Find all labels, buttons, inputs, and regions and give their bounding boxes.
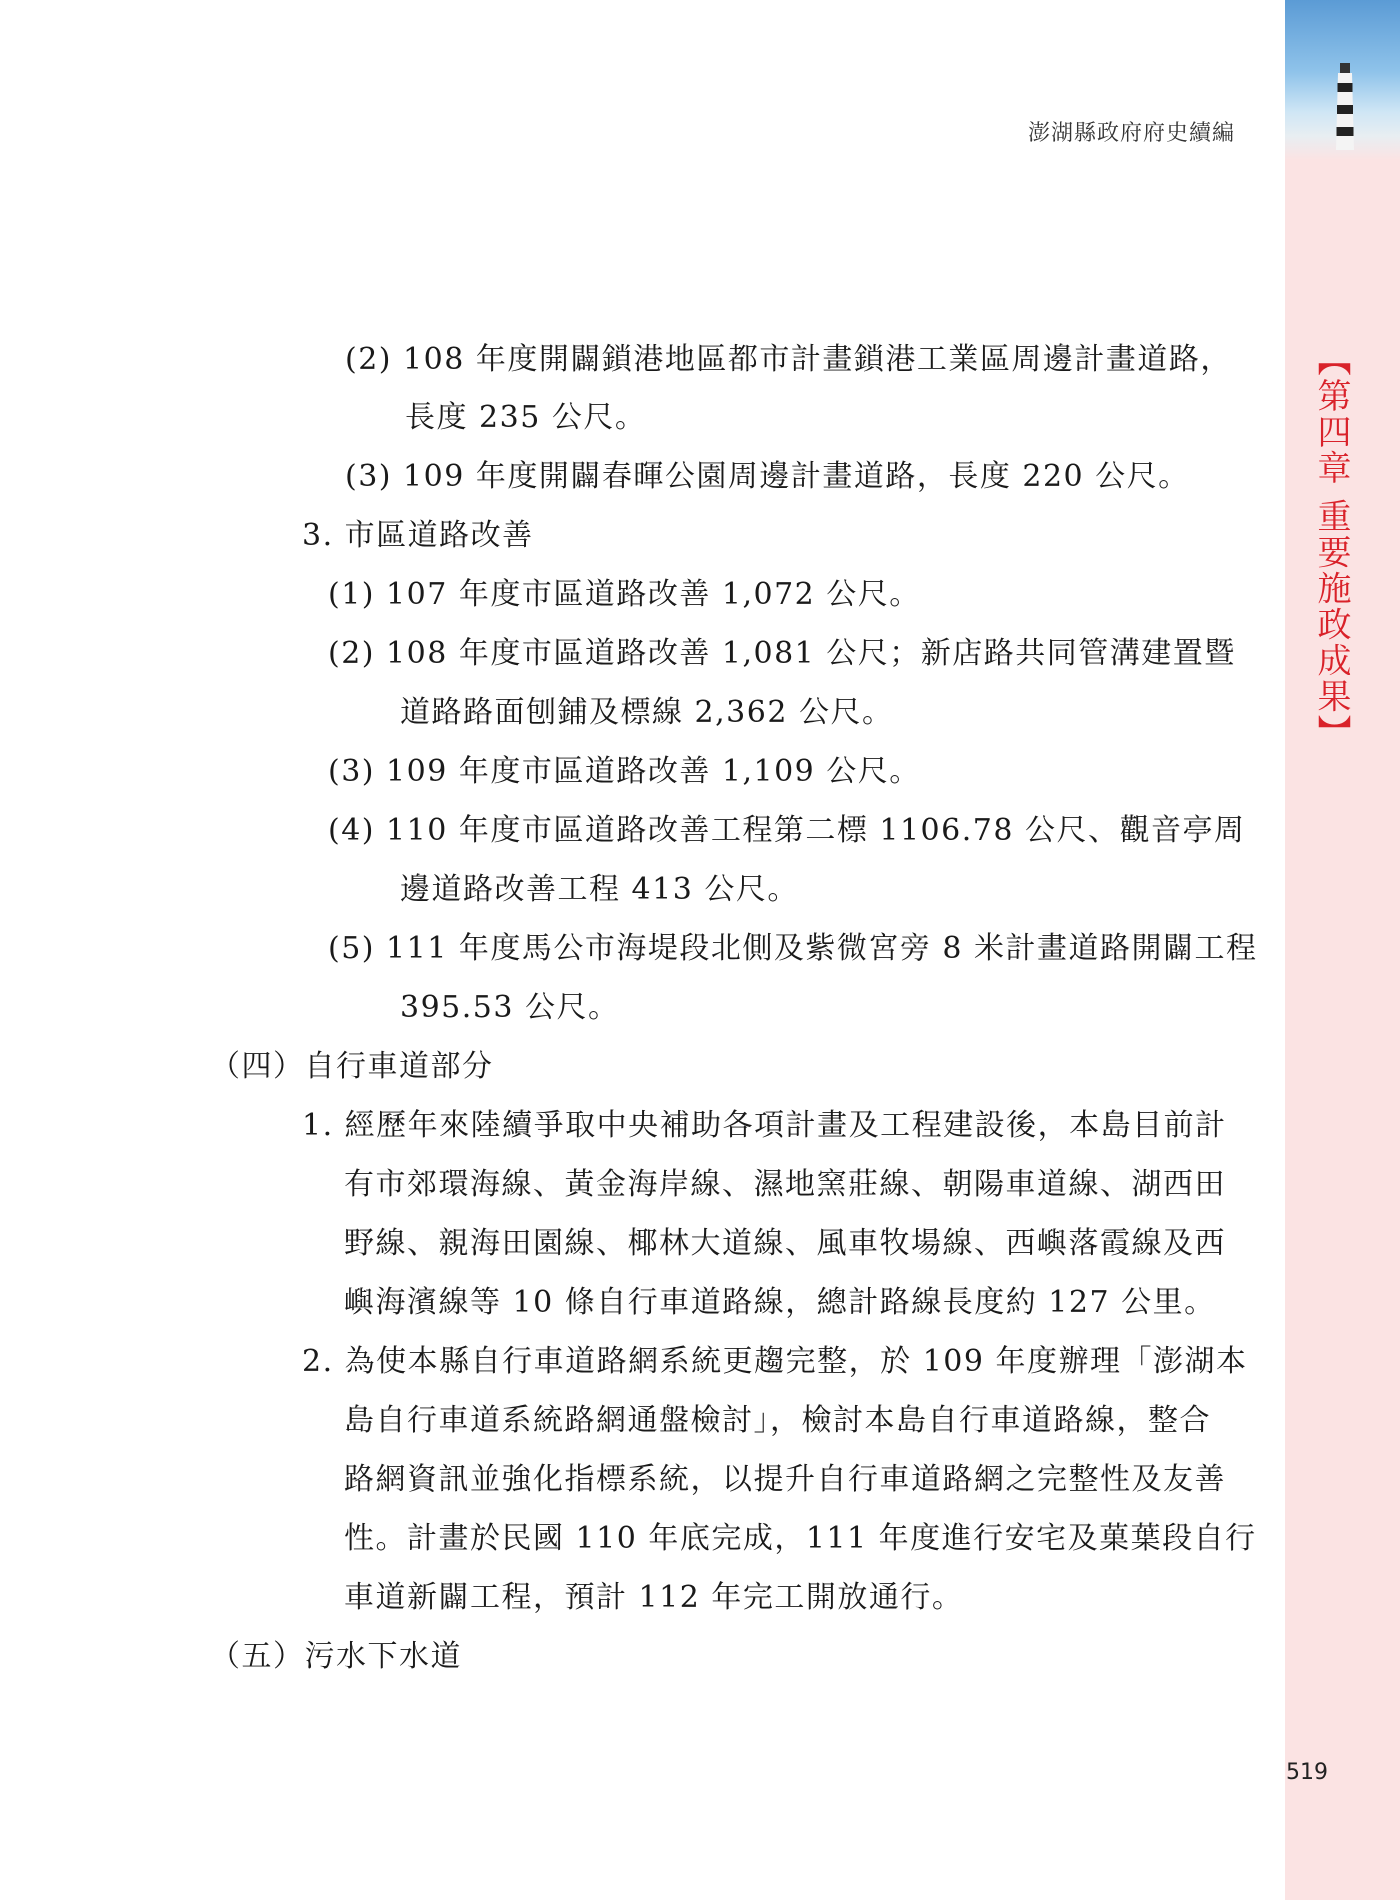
text-line: 2. 為使本縣自行車道路網系統更趨完整，於 109 年度辦理「澎湖本: [302, 1344, 1248, 1379]
text-line: 路網資訊並強化指標系統，以提升自行車道路網之完整性及友善: [344, 1462, 1226, 1497]
text-line: 嶼海濱線等 10 條自行車道路線，總計路線長度約 127 公里。: [344, 1285, 1216, 1320]
section-heading: 3. 市區道路改善: [302, 518, 534, 553]
text-line: (5) 111 年度馬公市海堤段北側及紫微宮旁 8 米計畫道路開闢工程: [328, 931, 1258, 966]
side-band: [1285, 0, 1400, 1900]
text-line: 島自行車道系統路網通盤檢討」，檢討本島自行車道路線，整合: [344, 1403, 1211, 1438]
text-line: 395.53 公尺。: [400, 990, 620, 1025]
text-line: 有市郊環海線、黃金海岸線、濕地窯莊線、朝陽車道線、湖西田: [344, 1167, 1226, 1202]
text-line: 性。計畫於民國 110 年底完成，111 年度進行安宅及菓葉段自行: [344, 1521, 1257, 1556]
text-line: 長度 235 公尺。: [405, 400, 647, 435]
text-line: (1) 107 年度市區道路改善 1,072 公尺。: [328, 577, 921, 612]
section-heading: （五）污水下水道: [210, 1639, 462, 1674]
text-line: (3) 109 年度市區道路改善 1,109 公尺。: [328, 754, 921, 789]
section-heading: （四）自行車道部分: [210, 1049, 494, 1084]
text-line: (4) 110 年度市區道路改善工程第二標 1106.78 公尺、觀音亭周: [328, 813, 1246, 848]
page-number: 519: [1286, 1760, 1328, 1785]
text-line: 1. 經歷年來陸續爭取中央補助各項計畫及工程建設後，本島目前計: [302, 1108, 1227, 1143]
text-line: (2) 108 年度開闢鎖港地區都市計畫鎖港工業區周邊計畫道路，: [345, 342, 1232, 377]
lighthouse-icon: [1330, 55, 1360, 155]
text-line: 野線、親海田園線、椰林大道線、風車牧場線、西嶼落霞線及西: [344, 1226, 1226, 1261]
lighthouse-photo: [1285, 0, 1400, 160]
text-line: 道路路面刨鋪及標線 2,362 公尺。: [400, 695, 894, 730]
text-line: (3) 109 年度開闢春暉公園周邊計畫道路，長度 220 公尺。: [345, 459, 1190, 494]
header-title: 澎湖縣政府府史續編: [1027, 121, 1235, 146]
text-line: 車道新闢工程，預計 112 年完工開放通行。: [344, 1580, 964, 1615]
text-line: 邊道路改善工程 413 公尺。: [400, 872, 799, 907]
text-line: (2) 108 年度市區道路改善 1,081 公尺；新店路共同管溝建置暨: [328, 636, 1236, 671]
chapter-label: 【第四章 重要施政成果】: [1311, 342, 1351, 751]
